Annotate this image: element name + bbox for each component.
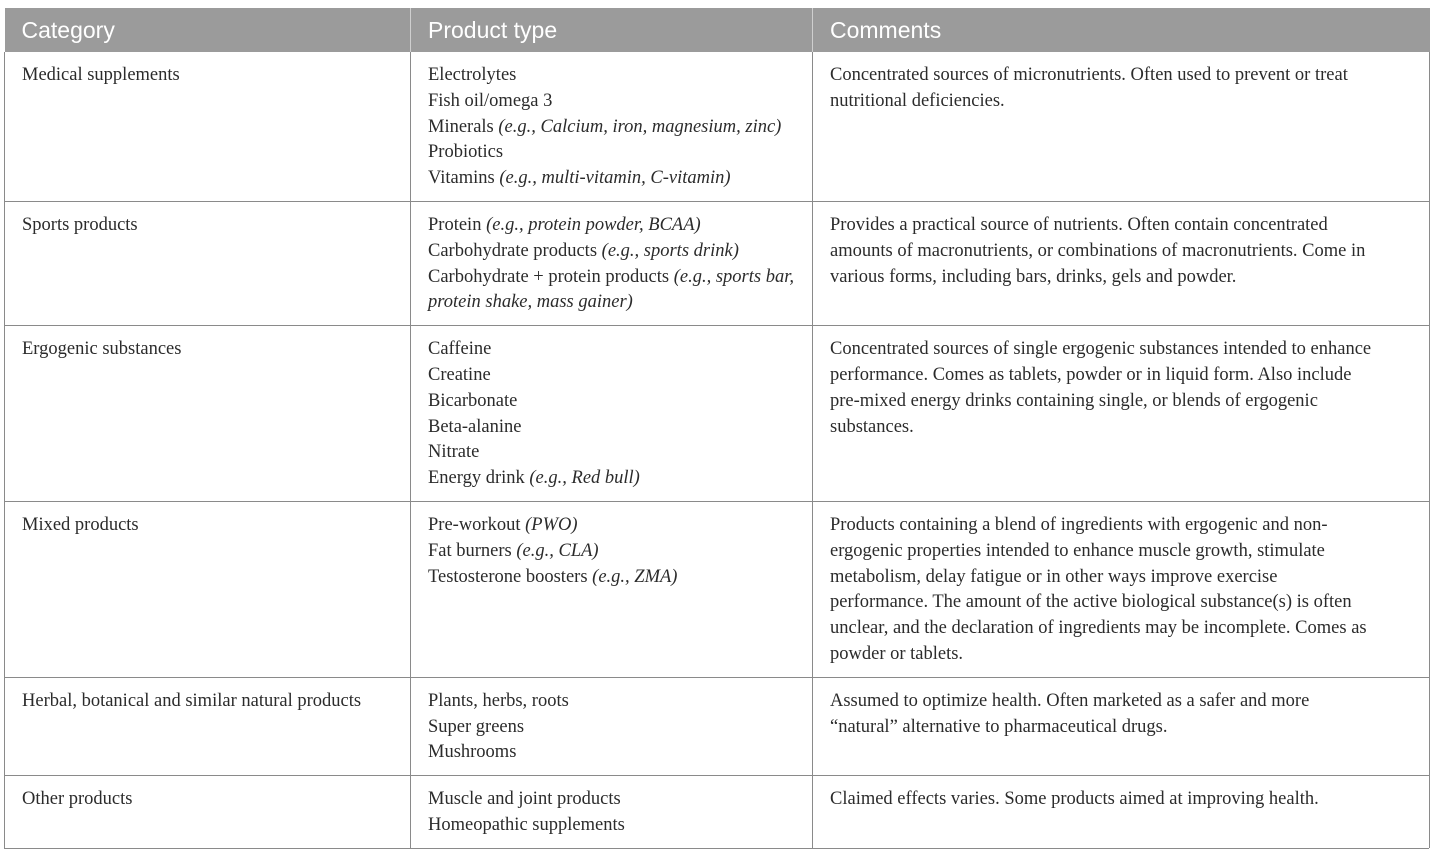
category-cell: Mixed products [5,501,411,677]
product-name: Carbohydrate products [428,240,602,261]
product-type-cell [411,776,813,848]
product-item [428,63,795,89]
product-type-cell [411,52,813,201]
product-item [428,337,795,363]
product-item [428,140,795,166]
product-name: Pre-workout [428,514,526,535]
product-name: Fat burners [428,540,517,561]
product-item [428,539,795,565]
comments-cell: Assumed to optimize health. Often marketed as a safer and more “natural” alternative to pharmaceutical drugs. [813,677,1430,775]
product-item [428,787,795,813]
product-name: Mushrooms [428,742,517,763]
table-body [5,52,1430,848]
table-row [5,776,1430,848]
product-type-cell [411,201,813,325]
comments-cell: Concentrated sources of micronutrients. Often used to prevent or treat nutritional deficiencies. [813,52,1430,201]
product-item [428,363,795,389]
category-cell: Medical supplements [5,52,411,201]
product-name: Carbohydrate + protein products [428,266,674,287]
product-item [428,213,795,239]
product-item [428,740,795,766]
product-type-cell [411,326,813,502]
product-item [428,440,795,466]
product-item [428,513,795,539]
product-name: Plants, herbs, roots [428,690,569,711]
product-name: Muscle and joint products [428,789,621,810]
product-example: (e.g., CLA) [516,540,599,561]
product-example: (e.g., multi-vitamin, C-vitamin) [499,168,731,189]
product-item [428,115,795,141]
product-item [428,715,795,741]
product-name: Probiotics [428,142,504,163]
product-item [428,466,795,492]
category-cell: Sports products [5,201,411,325]
product-name: Creatine [428,364,491,385]
category-cell: Herbal, botanical and similar natural products [5,677,411,775]
product-item [428,389,795,415]
comments-cell: Claimed effects varies. Some products aimed at improving health. [813,776,1430,848]
product-name: Minerals [428,116,499,137]
header-comments: Comments [813,8,1430,52]
product-name: Beta-alanine [428,416,522,437]
product-type-cell [411,677,813,775]
product-item [428,166,795,192]
table-row [5,201,1430,325]
supplement-categories-table [4,8,1429,849]
product-example: (e.g., Calcium, iron, magnesium, zinc) [498,116,782,137]
product-item [428,565,795,591]
comments-cell: Provides a practical source of nutrients. Often contain concentrated amounts of macronutrients, or combinations of macronutrients. Come in various forms, including bars, drinks, gels and powder. [813,201,1430,325]
product-name: Vitamins [428,168,500,189]
product-item [428,689,795,715]
product-name: Protein [428,214,487,235]
product-type-cell [411,501,813,677]
comments-cell: Concentrated sources of single ergogenic substances intended to enhance performance. Comes as tablets, powder or in liquid form. Also include pre-mixed energy drinks containing single, or blends of ergogenic substances. [813,326,1430,502]
product-example: (e.g., sports drink) [601,240,739,261]
product-name: Bicarbonate [428,390,518,411]
comments-cell: Products containing a blend of ingredients with ergogenic and non-ergogenic properties intended to enhance muscle growth, stimulate metabolism, delay fatigue or in other ways improve exercise performance. The amount of the active biological substance(s) is often unclear, and the declaration of ingredients may be incomplete. Comes as powder or tablets. [813,501,1430,677]
category-cell: Other products [5,776,411,848]
product-name: Homeopathic supplements [428,814,625,835]
header-category: Category [5,8,411,52]
table-row [5,326,1430,502]
product-item [428,89,795,115]
product-name: Caffeine [428,339,492,360]
product-name: Fish oil/omega 3 [428,90,553,111]
product-example: (e.g., protein powder, BCAA) [486,214,701,235]
header-product-type: Product type [411,8,813,52]
product-example: (e.g., sports bar, protein shake, mass gainer) [428,266,794,313]
product-item [428,813,795,839]
product-item [428,239,795,265]
product-item [428,265,795,317]
product-name: Energy drink [428,468,530,489]
header-row [5,8,1430,52]
product-name: Nitrate [428,442,480,463]
table-header [5,8,1430,52]
product-name: Electrolytes [428,65,517,85]
table [4,8,1430,848]
table-row [5,677,1430,775]
category-cell: Ergogenic substances [5,326,411,502]
table-row [5,501,1430,677]
product-item [428,415,795,441]
product-name: Super greens [428,716,525,737]
product-example: (e.g., Red bull) [529,468,640,489]
product-name: Testosterone boosters [428,566,593,587]
table-row [5,52,1430,201]
product-example: (e.g., ZMA) [592,566,678,587]
product-example: (PWO) [525,514,578,535]
